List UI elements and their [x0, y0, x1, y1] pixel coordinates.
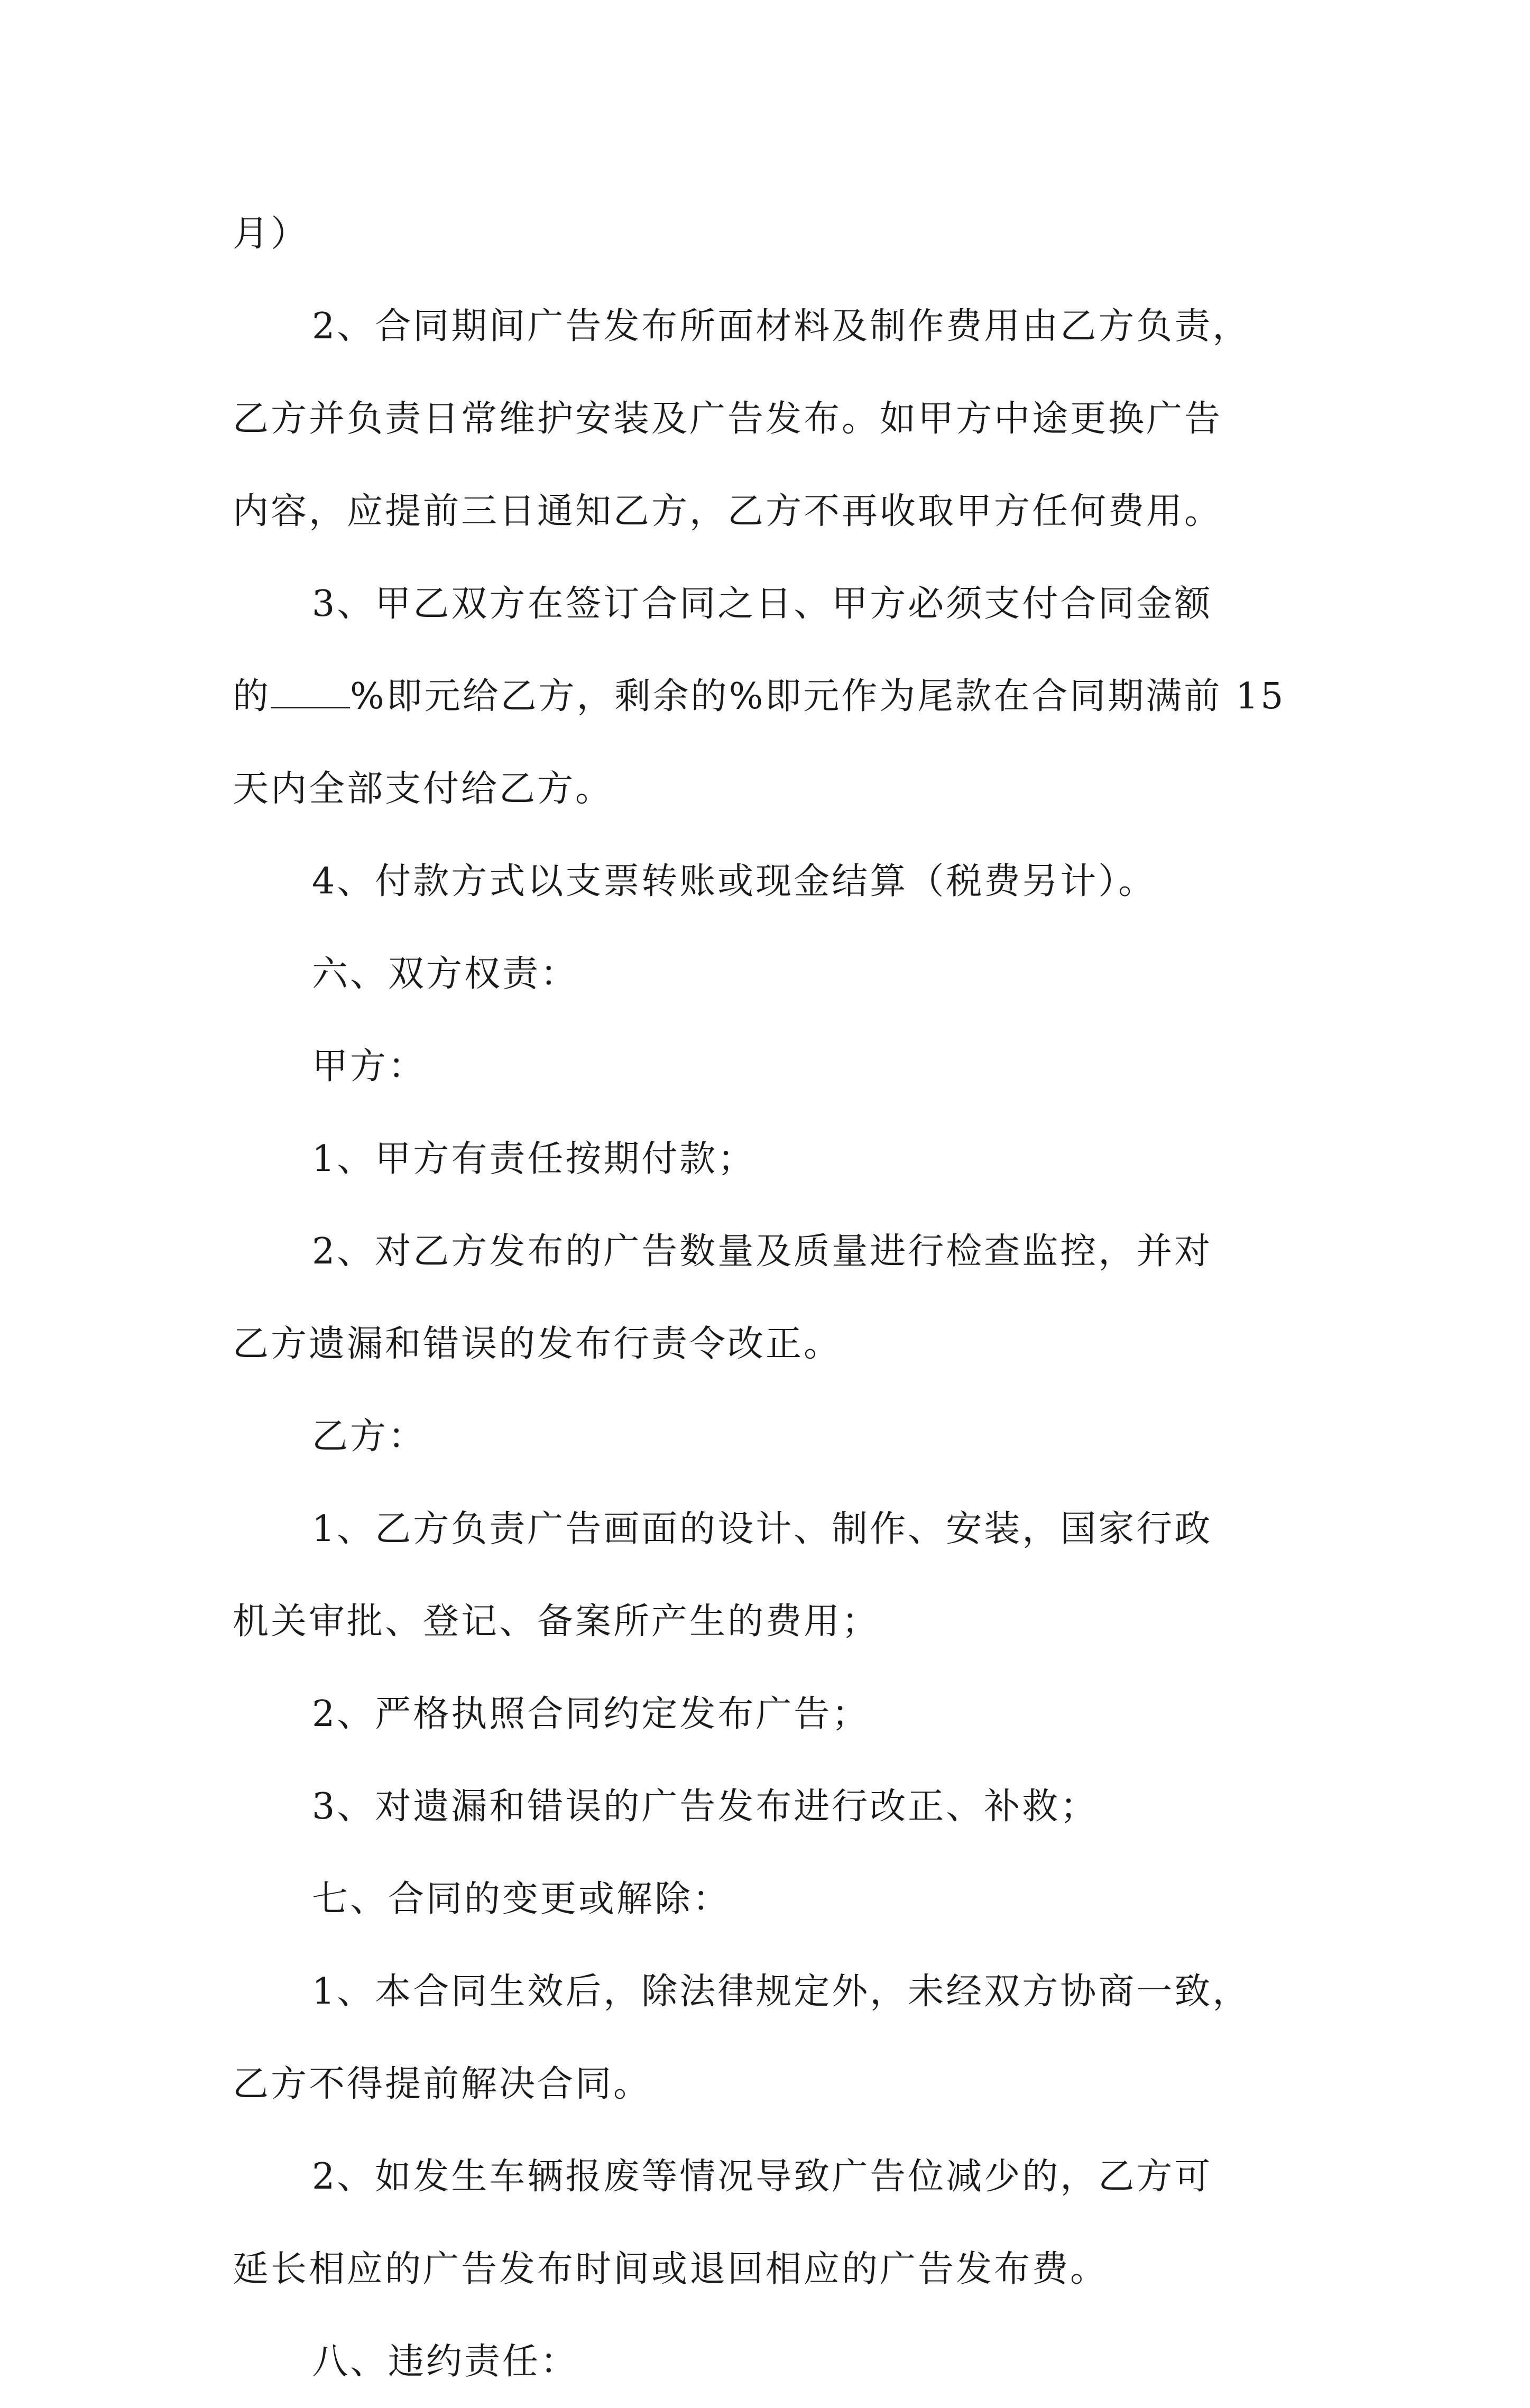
text-line: 内容，应提前三日通知乙方，乙方不再收取甲方任何费用。: [233, 491, 1223, 532]
text-line: 2、如发生车辆报废等情况导致广告位减少的，乙方可: [312, 2156, 1213, 2198]
text-line: 乙方遗漏和错误的发布行责令改正。: [233, 1323, 842, 1365]
text-line: 1、本合同生效后，除法律规定外，未经双方协商一致，: [312, 1971, 1251, 2013]
text-line: 月）: [233, 213, 309, 255]
text-line: 1、乙方负责广告画面的设计、制作、安装，国家行政: [312, 1508, 1213, 1550]
text-line: 4、付款方式以支票转账或现金结算（税费另计）。: [312, 861, 1157, 902]
section-heading: 七、合同的变更或解除：: [312, 1878, 731, 1920]
fill-in-blank: [271, 675, 350, 708]
text-segment: 的: [233, 676, 271, 717]
text-line: 3、甲乙双方在签订合同之日、甲方必须支付合同金额: [312, 583, 1213, 625]
text-line: 天内全部支付给乙方。: [233, 768, 614, 810]
text-line: 3、对遗漏和错误的广告发布进行改正、补救；: [312, 1786, 1099, 1828]
section-heading: 六、双方权责：: [312, 953, 579, 995]
text-segment: %即元给乙方，剩余的%即元作为尾款在合同期满前 15: [350, 676, 1286, 717]
text-line: 乙方不得提前解决合同。: [233, 2063, 652, 2105]
text-line: 延长相应的广告发布时间或退回相应的广告发布费。: [233, 2248, 1109, 2290]
section-heading: 八、违约责任：: [312, 2341, 579, 2383]
party-heading: 乙方：: [312, 1416, 427, 1457]
text-line: 2、合同期间广告发布所面材料及制作费用由乙方负责，: [312, 306, 1251, 347]
party-heading: 甲方：: [312, 1046, 427, 1087]
text-line: 机关审批、登记、备案所产生的费用；: [233, 1601, 880, 1643]
text-line: 乙方并负责日常维护安装及广告发布。如甲方中途更换广告: [233, 398, 1223, 440]
text-line: 2、对乙方发布的广告数量及质量进行检查监控，并对: [312, 1231, 1213, 1272]
text-line: 2、严格执照合同约定发布广告；: [312, 1693, 870, 1735]
text-line: 1、甲方有责任按期付款；: [312, 1138, 756, 1180]
text-line: [233, 650, 1301, 743]
document-body: [233, 188, 1301, 2408]
